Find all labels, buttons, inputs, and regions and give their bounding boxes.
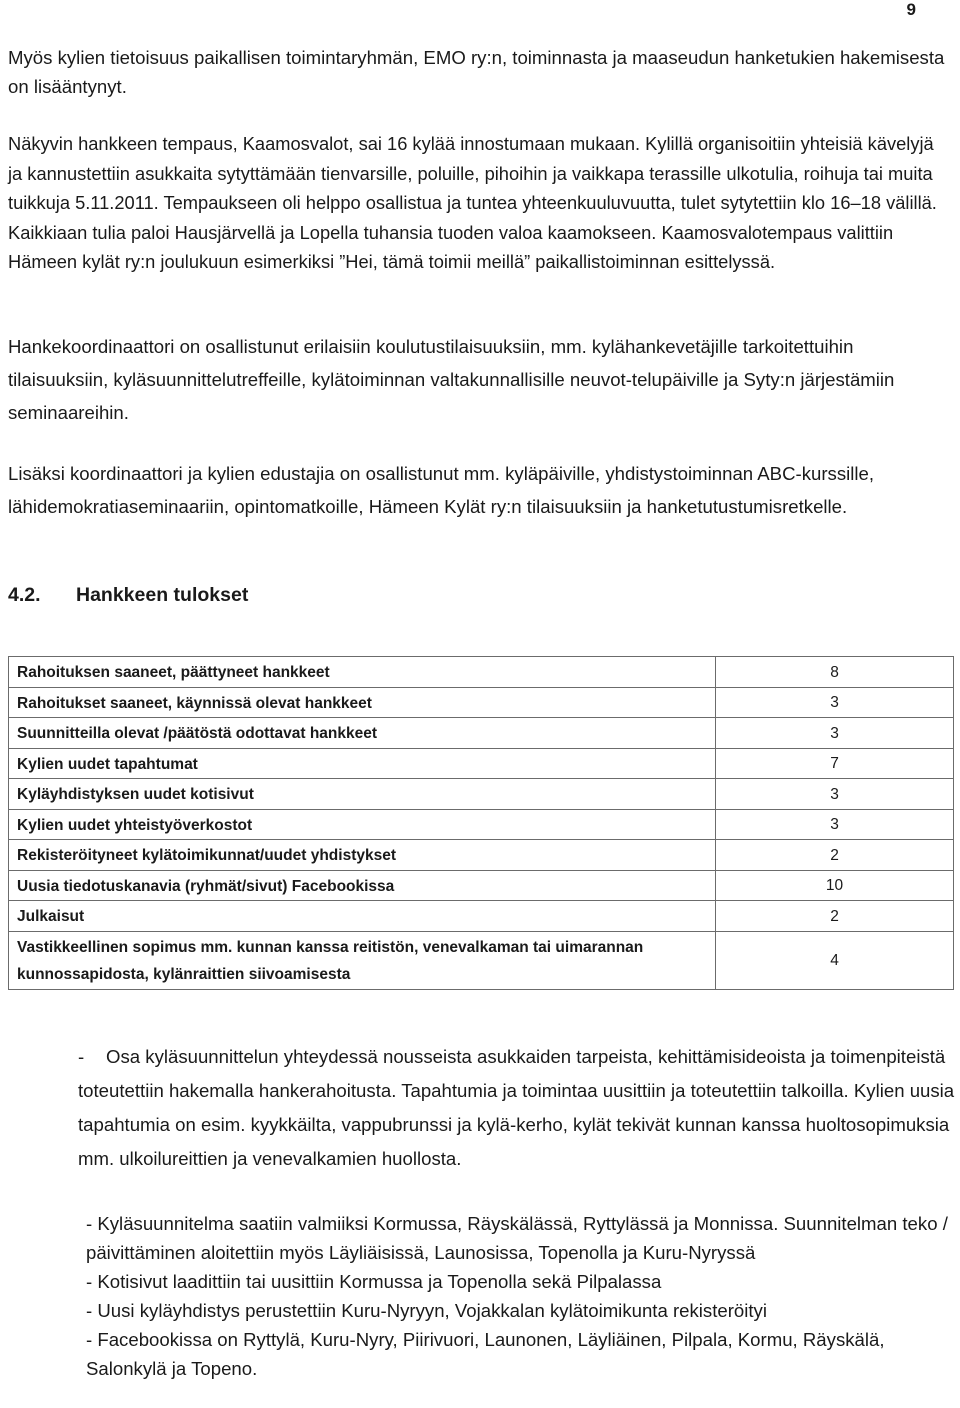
section-number: 4.2.	[8, 584, 41, 606]
table-row	[9, 901, 954, 932]
row-label: Uusia tiedotuskanavia (ryhmät/sivut) Facebookissa	[9, 870, 716, 901]
row-value: 7	[716, 748, 954, 779]
section-title: Hankkeen tulokset	[76, 584, 249, 606]
bullet-main-text: Osa kyläsuunnittelun yhteydessä nousseista asukkaiden tarpeista, kehittämisideoista ja toimenpiteistä toteutettiin hakemalla hankerahoitusta. Tapahtumia ja toimintaa uusittiin ja toteutettiin talkoilla. Kylien uusia tapahtumia on esim. kyykkäilta, vappubrunssi ja kylä-kerho, kylät tekivät kunnan kanssa huoltosopimuksia mm. ulkoilureittien ja venevalkamien huollosta.	[78, 1046, 955, 1169]
table-row	[9, 657, 954, 688]
row-label: Suunnitteilla olevat /päätöstä odottavat hankkeet	[9, 718, 716, 749]
row-label: Rahoituksen saaneet, päättyneet hankkeet	[9, 657, 716, 688]
bullet-list	[86, 1209, 954, 1383]
row-value: 10	[716, 870, 954, 901]
row-value: 4	[716, 931, 954, 989]
row-label: Rahoitukset saaneet, käynnissä olevat hankkeet	[9, 687, 716, 718]
table-row	[9, 687, 954, 718]
bullet-main	[78, 1040, 956, 1176]
results-table	[8, 656, 954, 990]
page-number: 9	[906, 0, 916, 19]
table-row	[9, 840, 954, 871]
table-row	[9, 718, 954, 749]
bullet-dash: -	[78, 1046, 85, 1067]
row-label: Julkaisut	[9, 901, 716, 932]
section-heading	[8, 584, 248, 607]
paragraph-awareness: Myös kylien tietoisuus paikallisen toimintaryhmän, EMO ry:n, toiminnasta ja maaseudun hanketukien hakemisesta on lisääntynyt.	[8, 47, 945, 97]
table-row	[9, 870, 954, 901]
row-value: 2	[716, 840, 954, 871]
row-label: Kylien uudet tapahtumat	[9, 748, 716, 779]
list-item: - Kotisivut laadittiin tai uusittiin Kormussa ja Topenolla sekä Pilpalassa	[86, 1271, 662, 1292]
row-label: Rekisteröityneet kylätoimikunnat/uudet yhdistykset	[9, 840, 716, 871]
table-row	[9, 748, 954, 779]
row-value: 8	[716, 657, 954, 688]
row-label: Kylien uudet yhteistyöverkostot	[9, 809, 716, 840]
row-label: Vastikkeellinen sopimus mm. kunnan kanssa reitistön, venevalkaman tai uimarannan kunnossapidosta, kylänraittien siivoamisesta	[9, 931, 716, 989]
row-value: 3	[716, 809, 954, 840]
list-item: - Uusi kyläyhdistys perustettiin Kuru-Nyryyn, Vojakkalan kylätoimikunta rekisteröityi	[86, 1300, 767, 1321]
paragraph-kaamosvalot: Näkyvin hankkeen tempaus, Kaamosvalot, sai 16 kylää innostumaan mukaan. Kylillä organisoitiin yhteisiä kävelyjä ja kannustettiin asukkaita sytyttämään tienvarsille, poluille, pihoihin ja vaikkapa terassille ulkotulia, roihuja tai muita tuikkuja 5.11.2011. Tempaukseen oli helppo osallistua ja tuntea yhteenkuuluvuutta, tulet sytytettiin klo 16–18 välillä. Kaikkiaan tulia paloi Hausjärvellä ja Lopella tuhansia tuoden valoa kaamokseen. Kaamosvalotempaus valittiin Hämeen kylät ry:n joulukuun esimerkiksi ”Hei, tämä toimii meillä” paikallistoiminnan esittelyssä.	[8, 133, 937, 272]
table-row	[9, 809, 954, 840]
table-row	[9, 779, 954, 810]
paragraph-training: Hankekoordinaattori on osallistunut erilaisiin koulutustilaisuuksiin, mm. kylähankevetäjille tarkoitettuihin tilaisuuksiin, kyläsuunnittelutreffeille, kylätoiminnan valtakunnallisille neuvot-telupäiville ja Syty:n järjestämiin seminaareihin.	[8, 336, 895, 423]
row-label: Kyläyhdistyksen uudet kotisivut	[9, 779, 716, 810]
paragraph-events: Lisäksi koordinaattori ja kylien edustajia on osallistunut mm. kyläpäiville, yhdistystoiminnan ABC-kurssille, lähidemokratiaseminaariin, opintomatkoille, Hämeen Kylät ry:n tilaisuuksiin ja hanketutustumisretkelle.	[8, 463, 875, 517]
row-value: 3	[716, 718, 954, 749]
row-value: 2	[716, 901, 954, 932]
row-value: 3	[716, 779, 954, 810]
list-item: - Kyläsuunnitelma saatiin valmiiksi Kormussa, Räyskälässä, Ryttylässä ja Monnissa. Suunnitelman teko / päivittäminen aloitettiin myös Läyliäisissä, Launosissa, Topenolla ja Kuru-Nyryssä	[86, 1213, 948, 1263]
table-row	[9, 931, 954, 989]
list-item: - Facebookissa on Ryttylä, Kuru-Nyry, Piirivuori, Launonen, Läyliäinen, Pilpala, Kormu, Räyskälä, Salonkylä ja Topeno.	[86, 1329, 885, 1379]
row-value: 3	[716, 687, 954, 718]
